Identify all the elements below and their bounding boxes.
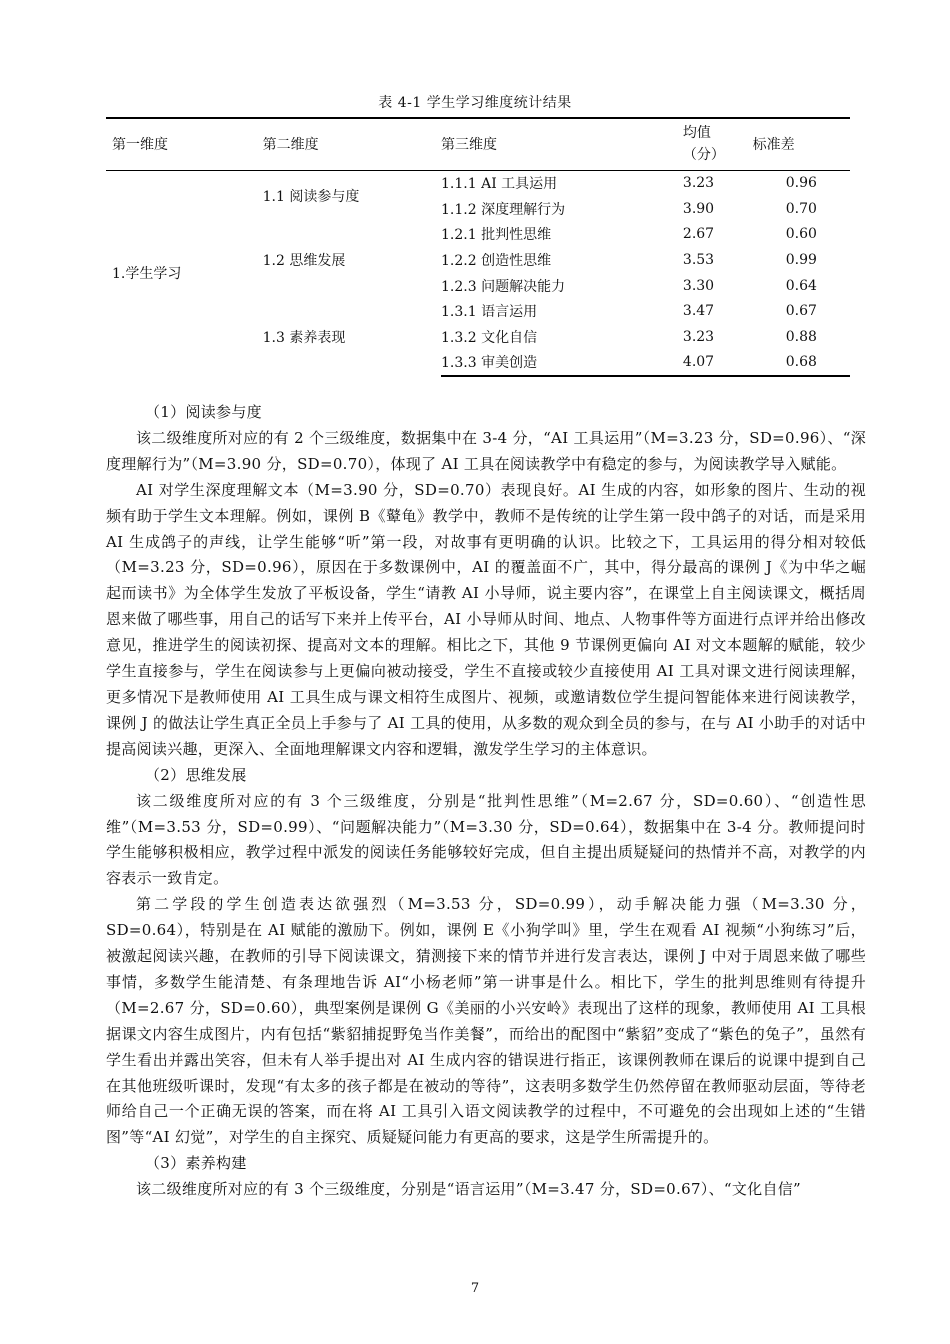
row-mean: 3.90 <box>682 200 715 217</box>
table-caption: 表 4-1 学生学习维度统计结果 <box>378 95 572 111</box>
group-label: 1.3 素养表现 <box>262 329 346 346</box>
row-mean: 4.07 <box>683 350 753 376</box>
paragraph: 该二级维度所对应的有 3 个三级维度，分别是“批判性思维”（M=2.67 分，SD=0.60）、“创造性思维”（M=3.53 分，SD=0.99）、“问题解决能力”（M=3.30 分，SD=0.64），数据集中在 3-4 分。教师提问时学生能够积极相应，教学过程中派发的阅读任务能够较好完成，但自主提出质疑疑问的热情并不高，对教学的内容表示一致肯定。 <box>106 791 866 888</box>
row-label: 1.1.1 AI 工具运用 <box>441 176 558 193</box>
table-header-row <box>106 118 850 170</box>
row-label: 1.2.3 问题解决能力 <box>441 278 566 295</box>
row-sd: 0.88 <box>785 328 817 345</box>
section-heading: （3）素养构建 <box>145 1154 247 1173</box>
row-mean: 3.30 <box>682 277 715 294</box>
section-heading: （1）阅读参与度 <box>145 403 262 421</box>
row-sd: 0.64 <box>785 277 817 294</box>
paragraph: 第二学段的学生创造表达欲强烈（M=3.53 分，SD=0.99），动手解决能力强（M=3.30 分，SD=0.64），特别是在 AI 赋能的激励下。例如，课例 E《小狗学叫》里，学生在观看 AI 视频“小狗练习”后，被激起阅读兴趣，在教师的引导下阅读课文，猜测接下来的情节并进行发言表达，课例 J 中对于周恩来做了哪些事情，多数学生能清楚、有条理地告诉 AI“小杨老师”第一讲事是什么。相比下，学生的批判思维则有待提升（M=2.67 分，SD=0.60），典型案例是课例 G《美丽的小兴安岭》表现出了这样的现象，教师使用 AI 工具根据课文内容生成图片，内有包括“紫貂捕捉野兔当作美餐”，而给出的配图中“紫貂”变成了“紫色的兔子”，虽然有学生看出并露出笑容，但未有人举手提出对 AI 生成内容的错误进行指正，该课例教师在课后的说课中提到自己在其他班级听课时，发现“有太多的孩子都是在被动的等待”，这表明多数学生仍然停留在教师驱动层面，等待老师给自己一个正确无误的答案，而在将 AI 工具引入语文阅读教学的过程中，不可避免的会出现如上述的“生错图”等“AI 幻觉”，对学生的自主探究、质疑疑问能力有更高的要求，这是学生所需提升的。 <box>106 895 866 1147</box>
header-dim2: 第二维度 <box>263 118 441 170</box>
row-mean: 3.47 <box>682 303 715 320</box>
paragraph: AI 对学生深度理解文本（M=3.90 分，SD=0.70）表现良好。AI 生成的内容，如形象的图片、生动的视频有助于学生文本理解。例如，课例 B《鼙龟》教学中，教师不是传统的让学生第一段中鸽子的对话，而是采用 AI 生成鸽子的声线，让学生能够“听”第一段，对故事有更明确的认识。比较之下，工具运用的得分相对较低（M=3.23 分，SD=0.96），原因在于多数课例中，AI 的覆盖面不广，其中，得分最高的课例 J《为中华之崛起而读书》为全体学生发放了平板设备，学生“请教 AI 小导师，说主要内容”，在课堂上自主阅读课文，概括周恩来做了哪些事，用自己的话写下来并上传平台，AI 小导师从时间、地点、人物事件等方面进行点评并给出修改意见，推进学生的阅读初探、提高对文本的理解。相比之下，其他 9 节课例更偏向 AI 对文本题解的赋能，较少学生直接参与，学生在阅读参与上更偏向被动接受，学生不直接或较少直接使用 AI 工具对课文进行阅读理解，更多情况下是教师使用 AI 工具生成与课文相符生成图片、视频，或邀请数位学生提问智能体来进行阅读教学，课例 J 的做法让学生真正全员上手参与了 AI 工具的使用，从多数的观众到全员的参与，在与 AI 小助手的对话中提高阅读兴趣，更深入、全面地理解课文内容和逻辑，激发学生学习的主体意识。 <box>106 480 866 758</box>
header-dim3: 第三维度 <box>441 118 683 170</box>
header-mean-line2: （分） <box>682 147 725 164</box>
row-sd: 0.70 <box>785 200 817 217</box>
row-mean: 2.67 <box>682 226 715 243</box>
paragraph: 该二级维度所对应的有 3 个三级维度，分别是“语言运用”（M=3.47 分，SD=0.67）、“文化自信” <box>136 1180 802 1199</box>
row-sd: 0.60 <box>785 226 817 243</box>
row-label: 1.1.2 深度理解行为 <box>441 201 566 218</box>
row-mean: 3.53 <box>682 251 715 268</box>
row-label: 1.3.1 语言运用 <box>441 304 538 321</box>
page-number: 7 <box>470 1281 480 1296</box>
header-mean <box>683 118 753 170</box>
body-text <box>106 400 866 1203</box>
row-label: 1.2.1 批判性思维 <box>441 227 552 244</box>
section-heading: （2）思维发展 <box>145 765 247 784</box>
row-mean: 3.23 <box>682 328 715 345</box>
level1-cell: 1.学生学习 <box>112 266 182 282</box>
header-mean-line1: 均值 <box>682 125 711 142</box>
group-label: 1.2 思维发展 <box>262 252 346 269</box>
row-mean: 3.23 <box>682 175 715 192</box>
row-label: 1.3.2 文化自信 <box>441 329 538 346</box>
row-sd: 0.68 <box>753 350 850 376</box>
paragraph: 该二级维度所对应的有 2 个三级维度，数据集中在 3-4 分，“AI 工具运用”（M=3.23 分，SD=0.96）、“深度理解行为”（M=3.90 分，SD=0.70），体现了 AI 工具在阅读教学中有稳定的参与，为阅读教学导入赋能。 <box>106 428 866 473</box>
row-sd: 0.99 <box>785 251 817 268</box>
header-sd: 标准差 <box>753 118 850 170</box>
group-label: 1.1 阅读参与度 <box>262 188 360 205</box>
row-label: 1.3.3 审美创造 <box>441 350 683 376</box>
row-label: 1.2.2 创造性思维 <box>441 252 552 269</box>
row-sd: 0.67 <box>785 303 817 320</box>
header-dim1: 第一维度 <box>106 118 263 170</box>
row-sd: 0.96 <box>785 175 817 192</box>
table-row <box>106 170 850 196</box>
statistics-table <box>106 117 850 377</box>
